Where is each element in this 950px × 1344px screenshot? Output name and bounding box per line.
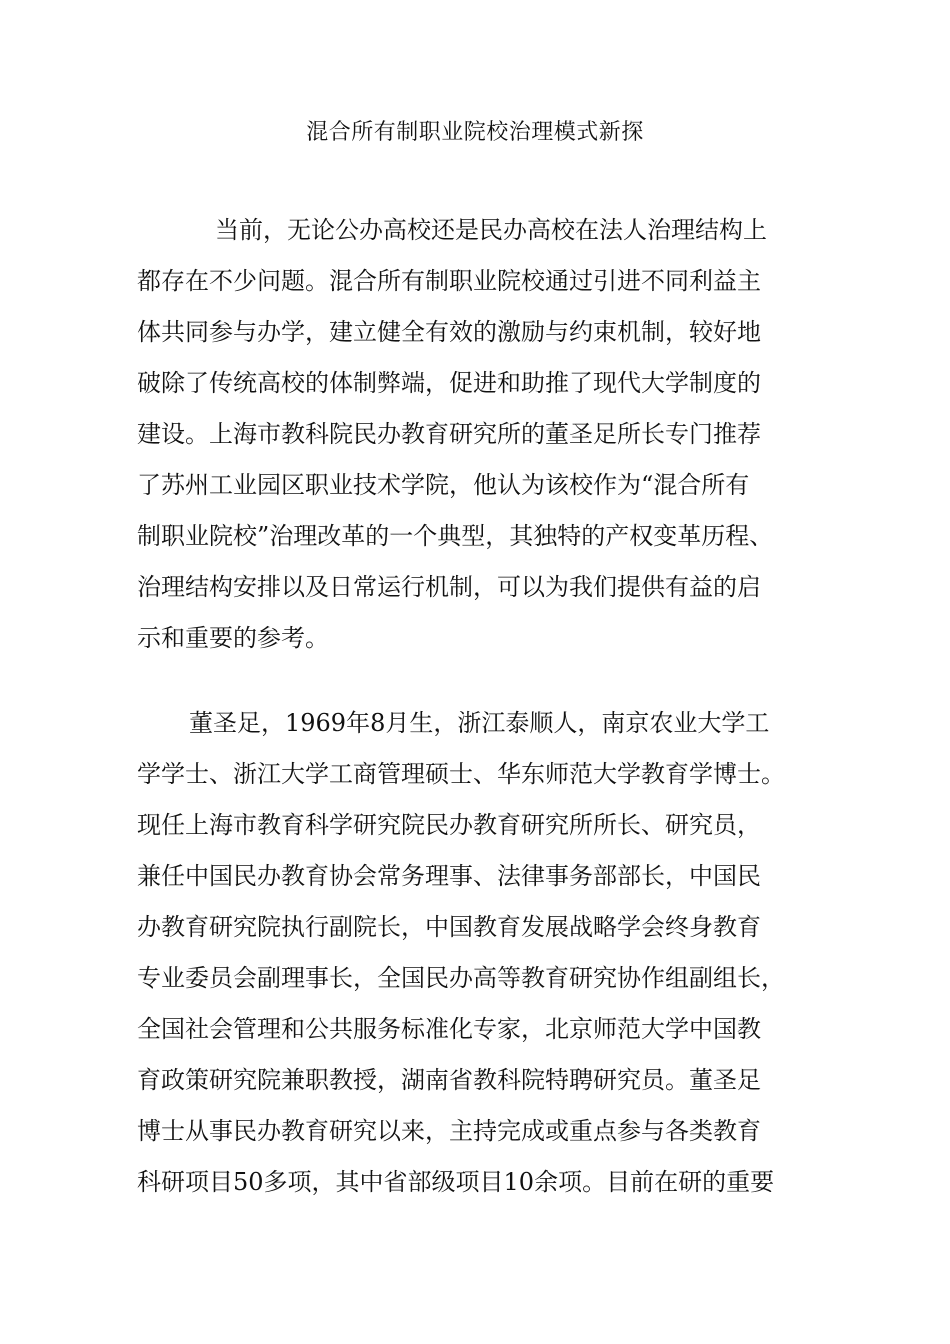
paragraph-line: 学学士、浙江大学工商管理硕士、华东师范大学教育学博士。 <box>137 760 785 788</box>
paragraph-line: 破除了传统高校的体制弊端，促进和助推了现代大学制度的 <box>137 369 761 397</box>
paragraph-line: 了苏州工业园区职业技术学院，他认为该校作为“混合所有 <box>137 471 750 499</box>
paragraph-line: 全国社会管理和公共服务标准化专家，北京师范大学中国教 <box>137 1015 761 1043</box>
intro-paragraph <box>137 205 827 664</box>
biography-paragraph <box>137 698 827 1208</box>
paragraph-line: 育政策研究院兼职教授，湖南省教科院特聘研究员。董圣足 <box>137 1066 761 1094</box>
paragraph-line: 科研项目50多项，其中省部级项目10余项。目前在研的重要 <box>137 1168 775 1196</box>
paragraph-line: 博士从事民办教育研究以来，主持完成或重点参与各类教育 <box>137 1117 761 1145</box>
document-title: 混合所有制职业院校治理模式新探 <box>306 120 644 145</box>
paragraph-line: 现任上海市教育科学研究院民办教育研究所所长、研究员， <box>137 811 761 839</box>
paragraph-line: 当前，无论公办高校还是民办高校在法人治理结构上 <box>215 216 767 244</box>
paragraph-line: 示和重要的参考。 <box>137 624 329 652</box>
paragraph-line: 制职业院校”治理改革的一个典型，其独特的产权变革历程、 <box>137 522 774 550</box>
paragraph-line: 兼任中国民办教育协会常务理事、法律事务部部长，中国民 <box>137 862 761 890</box>
paragraph-line: 办教育研究院执行副院长，中国教育发展战略学会终身教育 <box>137 913 761 941</box>
paragraph-line: 专业委员会副理事长，全国民办高等教育研究协作组副组长， <box>137 964 785 992</box>
paragraph-line: 体共同参与办学，建立健全有效的激励与约束机制，较好地 <box>137 318 761 346</box>
paragraph-line: 治理结构安排以及日常运行机制，可以为我们提供有益的启 <box>137 573 761 601</box>
paragraph-line: 董圣足，1969年8月生，浙江泰顺人，南京农业大学工 <box>189 709 770 737</box>
paragraph-line: 建设。上海市教科院民办教育研究所的董圣足所长专门推荐 <box>137 420 761 448</box>
paragraph-line: 都存在不少问题。混合所有制职业院校通过引进不同利益主 <box>137 267 761 295</box>
